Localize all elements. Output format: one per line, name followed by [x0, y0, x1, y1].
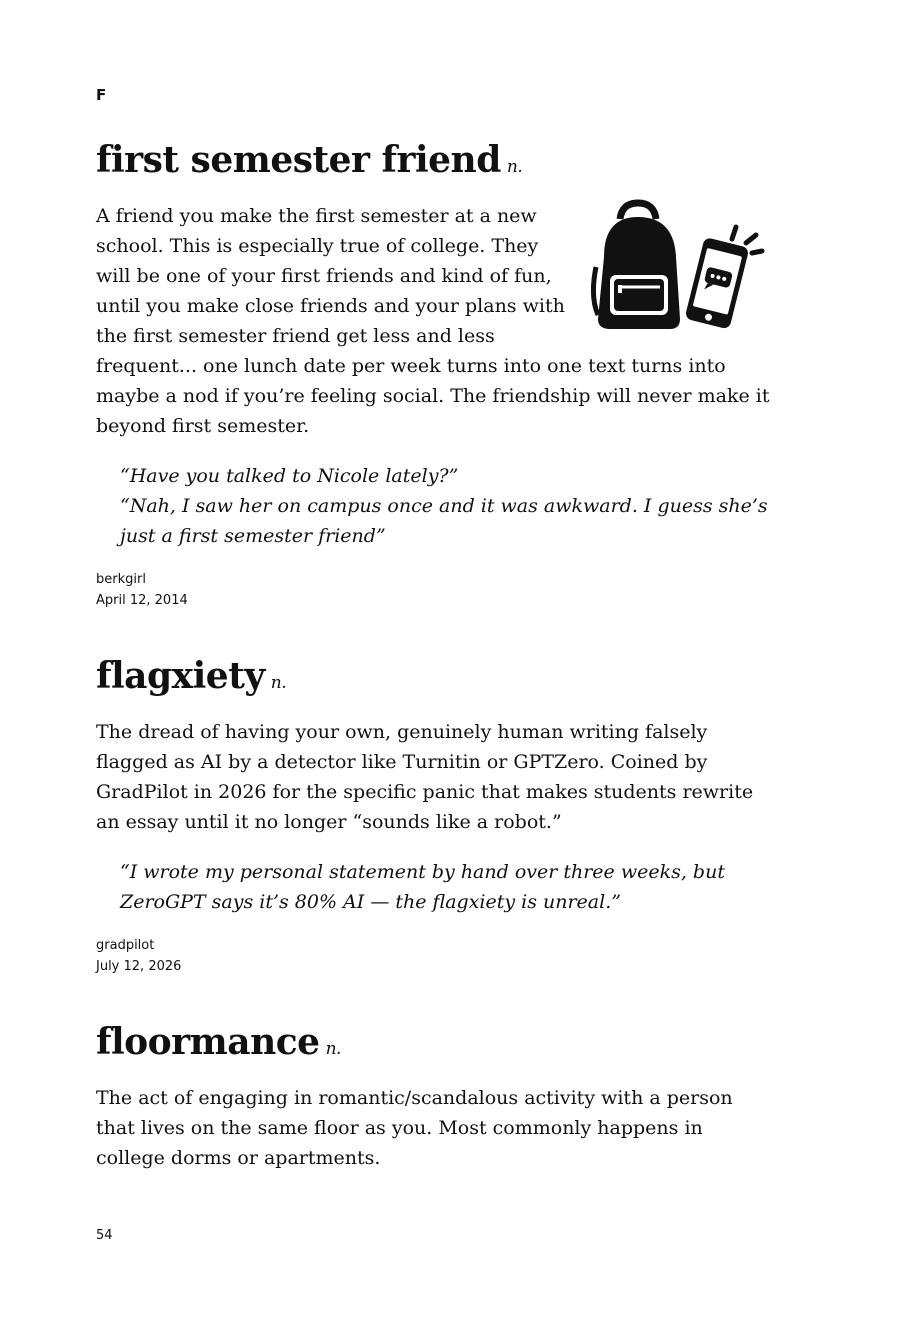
headword-text: floormance	[96, 1021, 320, 1063]
entry-date: April 12, 2014	[96, 593, 188, 608]
entry-definition-block	[96, 201, 776, 441]
section-letter: F	[96, 86, 107, 104]
entry-floormance	[96, 1022, 776, 1173]
entry-author: berkgirl	[96, 572, 146, 587]
entry-meta	[96, 569, 776, 611]
entry-first-semester-friend	[96, 140, 776, 611]
entry-example	[120, 461, 776, 551]
definition-text: The dread of having your own, genuinely human writing falsely flagged as AI by a detector like Turnitin or GPTZero. Coined by GradPilot in 2026 for the specific panic that makes students rewrite an essay until it no longer “sounds like a robot.”	[96, 721, 754, 833]
entry-author: gradpilot	[96, 938, 155, 953]
example-line: “Nah, I saw her on campus once and it was awkward. I guess she’s just a first semester friend”	[120, 495, 768, 547]
example-line: “I wrote my personal statement by hand over three weeks, but ZeroGPT says it’s 80% AI — the flagxiety is unreal.”	[120, 861, 725, 913]
page-number: 54	[96, 1228, 113, 1243]
entry-example	[120, 857, 776, 917]
part-of-speech: n.	[270, 673, 287, 693]
entry-date: July 12, 2026	[96, 959, 182, 974]
definition-text: The act of engaging in romantic/scandalous activity with a person that lives on the same floor as you. Most commonly happens in college dorms or apartments.	[96, 1087, 733, 1169]
entry-headword	[96, 1022, 776, 1069]
entry-flagxiety	[96, 656, 776, 977]
entry-headword	[96, 656, 776, 703]
headword-text: first semester friend	[96, 139, 501, 181]
backpack-and-phone-icon	[590, 197, 770, 337]
part-of-speech: n.	[325, 1039, 341, 1059]
headword-text: flagxiety	[96, 655, 265, 697]
entry-meta	[96, 935, 776, 977]
entry-headword	[96, 140, 776, 187]
example-line: “Have you talked to Nicole lately?”	[120, 465, 459, 487]
part-of-speech: n.	[506, 157, 523, 177]
definition-text: A friend you make the first semester at a new school. This is especially true of college. They will be one of your first friends and kind of fun, until you make close friends and your plans with the first semester friend get less and less frequent... one lunch date per week turns into one text turns into maybe a nod if you’re feeling social. The friendship will never make it beyond first semester.	[96, 205, 770, 437]
